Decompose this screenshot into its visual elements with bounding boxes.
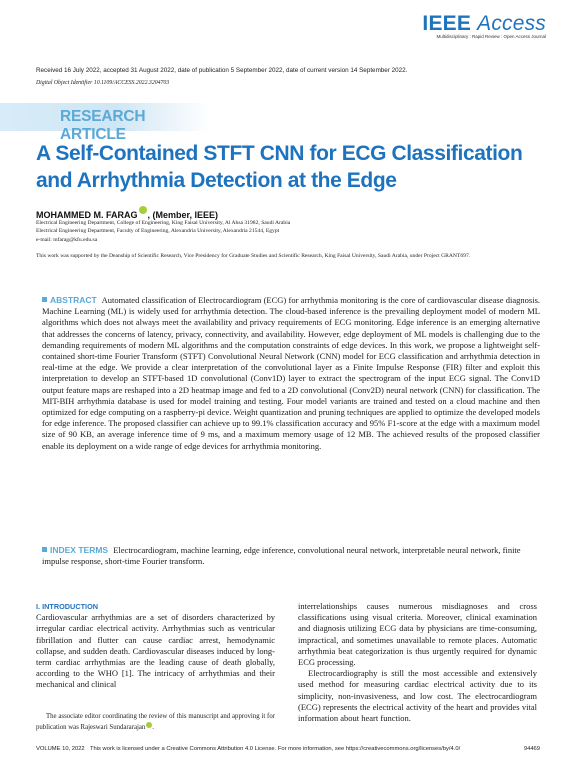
index-terms-heading: INDEX TERMS: [50, 545, 109, 555]
logo-tagline: Multidisciplinary : Rapid Review : Open Access Journal: [436, 34, 546, 39]
journal-logo: [422, 12, 546, 39]
logo-wordmark: IEEE Access: [422, 12, 546, 35]
abstract: [42, 295, 540, 452]
doi: Digital Object Identifier 10.1109/ACCESS.2022.3204703: [36, 80, 170, 86]
intro-right-column: [298, 601, 537, 724]
author-membership: , (Member, IEEE): [147, 210, 219, 220]
intro-left-column: [36, 601, 275, 691]
abstract-heading: ABSTRACT: [50, 295, 97, 305]
section-heading: I. INTRODUCTION: [36, 602, 99, 611]
author-name: MOHAMMED M. FARAG: [36, 210, 138, 220]
publication-meta: [36, 65, 407, 89]
editor-footnote: The associate editor coordinating the review of this manuscript and approving it for publication was Rajeswari Sundararajan .: [36, 713, 275, 731]
orcid-icon[interactable]: [146, 722, 152, 728]
abstract-text: Automated classification of Electrocardiogram (ECG) for arrhythmia monitoring is the core of cardiovascular disease diagnosis. Machine Learning (ML) is widely used for arrhythmia detection. The cloud-based inference is the prevailing deployment model of modern ML algorithms which does not always meet the availability and privacy requirements of ECG monitoring. Edge inference is an emerging alternative that addresses the concerns of latency, privacy, connectivity, and availability. However, edge deployment of ML models is challenging due to the demanding requirements of modern ML algorithms and the computation constraints of edge devices. In this work, we propose a lightweight self-contained short-time Fourier Transform (STFT) Convolutional Neural Network (CNN) model for ECG classification and arrhythmia detection in real-time at the edge. We provide a clear interpretation of the convolutional layer as a Finite Impulse Response (FIR) filter and exploit this interpretation to develop an STFT-based 1D convolutional (Conv1D) layer to extract the spectrogram of the input ECG signal. The Conv1D output feature maps are reshaped into a 2D heatmap image and fed to a 2D convolutional (Conv2D) neural network (CNN) for classification. The MIT-BIH arrhythmia database is used for model training and testing. Four model variants are trained and tested on a cloud machine and then optimized for edge computing on a raspberry-pi device. Weight quantization and pruning techniques are applied to optimize the developed models for edge inference. The proposed classifier can achieve up to 99.1% classification accuracy and 95% F1-score at the edge with a maximum model size of 90 KB, an average inference time of 9 ms, and a maximum memory usage of 12 MB. The achieved results of the proposed classifier enable its deployment on a wide range of edge devices for arrhythmia monitoring.: [42, 295, 541, 451]
footnote-text: The associate editor coordinating the review of this manuscript and approving it for publication was Rajeswari Sundararajan: [36, 713, 275, 731]
article-type-label: RESEARCH ARTICLE: [60, 108, 146, 143]
affiliation-1: Electrical Engineering Department, College of Engineering, King Faisal University, Al Ahsa 31982, Saudi Arabia: [36, 220, 291, 226]
index-terms: [42, 545, 522, 567]
square-bullet-icon: [42, 297, 47, 302]
article-type-banner: [0, 103, 210, 143]
square-bullet-icon: [42, 547, 47, 552]
orcid-icon[interactable]: [139, 206, 147, 214]
paper-title: [36, 140, 536, 194]
page-number: 94469: [523, 746, 540, 752]
title-line-1: A Self-Contained STFT CNN for ECG Classification: [36, 142, 523, 165]
publication-dates: Received 16 July 2022, accepted 31 August 2022, date of publication 5 September 2022, date of current version 14 September 2022.: [36, 67, 408, 74]
intro-paragraph-2: Electrocardiography is still the most accessible and extensively used method for measuring cardiac electrical activity due to its simplicity, non-invasiveness, and low cost. The electrocardiogram (ECG) represents the electrical activity of the heart and provides vital information about heart function.: [298, 668, 537, 724]
author-email: e-mail: mfarag@kfu.edu.sa: [36, 237, 98, 243]
intro-paragraph-1-cont: interrelationships causes numerous misdiagnoses and cross classifications using visual criteria. Moreover, clinical examination and diagnosis utilizing ECG data by physicians are time-consuming, impractical, and sometimes unavailable to remote places. Automatic arrhythmia beat categorization is thus urgently required for dynamic ECG processing.: [298, 601, 537, 668]
volume-label: VOLUME 10, 2022: [36, 746, 85, 752]
intro-paragraph-1: Cardiovascular arrhythmias are a set of disorders characterized by irregular cardiac electrical activity. Arrhythmias such as ventricular fibrillation and flutter can cause cardiac arrest, hemodynamic collapse, and sudden death. Cardiovascular diseases induced by long-term cardiac arrhythmias are the leading cause of death globally, according to the WHO [1]. The intricacy of arrhythmias and their mechanical and clinical: [36, 612, 275, 690]
title-line-2: and Arrhythmia Detection at the Edge: [36, 169, 397, 192]
license-note[interactable]: This work is licensed under a Creative Commons Attribution 4.0 License. For more information, see https://creativecommons.org/licenses/by/4.0/: [90, 746, 461, 752]
index-terms-text: Electrocardiogram, machine learning, edge inference, convolutional neural network, interpretable neural network, finite impulse response, short-time Fourier transform.: [42, 545, 521, 567]
affiliation-2: Electrical Engineering Department, Faculty of Engineering, Alexandria University, Alexandria 21544, Egypt: [36, 228, 280, 234]
funding-note: This work was supported by the Deanship of Scientific Research, Vice Presidency for Graduate Studies and Scientific Research, King Faisal University, Saudi Arabia, under Project GRANT697.: [36, 253, 471, 259]
author-line: [36, 206, 218, 220]
